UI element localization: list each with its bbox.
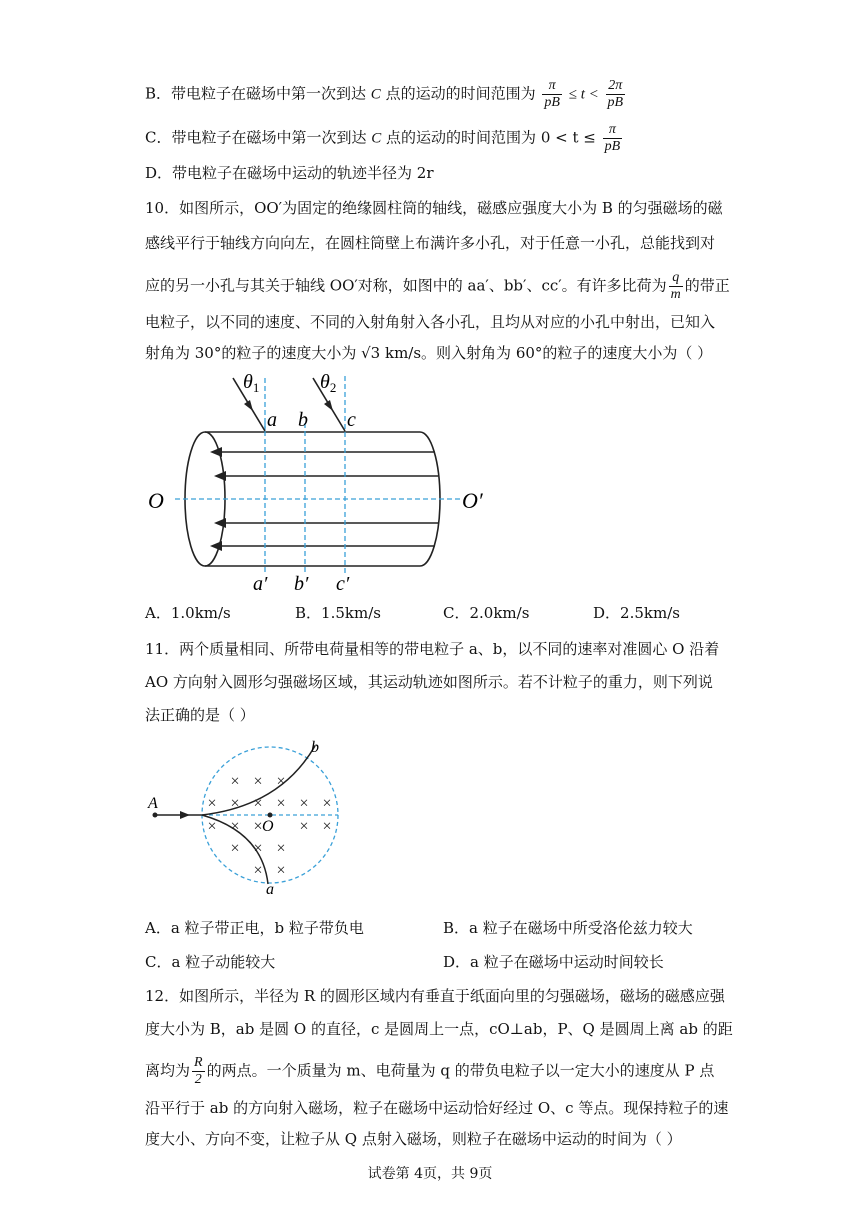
label-O-prime: O′ [462, 488, 483, 513]
svg-text:×: × [322, 795, 332, 812]
q10-line-1: 10．如图所示，OO′为固定的绝缘圆柱筒的轴线，磁感应强度大小为 B 的匀强磁场的磁 [145, 199, 723, 217]
hole-guides [265, 376, 345, 573]
q9-option-b: B．带电粒子在磁场中第一次到达 C 点的运动的时间范围为 $\frac{\pi}{pB}$ ≤ t < $\frac{2\pi}{pB}$ [145, 78, 624, 110]
q10-line-2: 感线平行于轴线方向向左，在圆柱筒壁上布满许多小孔，对于任意一小孔，总能找到对 [145, 234, 716, 252]
svg-text:×: × [207, 795, 217, 812]
q11-option-c: C．a 粒子动能较大 [145, 953, 276, 971]
fraction: $\frac{\pi}{pB}$ [604, 122, 621, 154]
q11-option-d: D．a 粒子在磁场中运动时间较长 [443, 953, 664, 971]
q9-option-d: D．带电粒子在磁场中运动的轨迹半径为 2r [145, 164, 434, 182]
q10-line-3: 应的另一小孔与其关于轴线 OO′对称，如图中的 aa′、bb′、cc′。有许多比荷为 $\frac{q}{m}$ 的带正 [145, 270, 730, 302]
label-b-trajectory: b [311, 739, 319, 756]
fraction: $\frac{q}{m}$ [670, 270, 681, 302]
q9-option-c: C．带电粒子在磁场中第一次到达 C 点的运动的时间范围为 0 < t ≤ $\frac{\pi}{pB}$ [145, 122, 621, 154]
label-c-prime: c′ [336, 573, 350, 595]
label-a: a [267, 409, 277, 431]
label-b-prime: b′ [294, 573, 309, 595]
theta1-label: $\theta_1$ [243, 371, 260, 395]
label-O-circle: O [262, 818, 274, 835]
label-c: c [347, 409, 356, 431]
svg-text:×: × [253, 840, 263, 857]
svg-text:×: × [276, 840, 286, 857]
fraction: $\frac{2\pi}{pB}$ [607, 78, 624, 110]
q10-option-a: A．1.0km/s [145, 604, 231, 622]
q10-option-c: C．2.0km/s [443, 604, 530, 622]
svg-text:×: × [322, 818, 332, 835]
fraction: $\frac{\pi}{pB}$ [544, 78, 560, 110]
q12-line-2: 度大小为 B，ab 是圆 O 的直径，c 是圆周上一点，cO⊥ab，P、Q 是圆周上离 ab 的距 [145, 1020, 733, 1038]
svg-text:×: × [253, 773, 263, 790]
theta2-label: $\theta_2$ [320, 371, 337, 395]
svg-text:×: × [253, 862, 263, 879]
q12-line-1: 12．如图所示，半径为 R 的圆形区域内有垂直于纸面向里的匀强磁场，磁场的磁感应强 [145, 987, 725, 1005]
incoming-arrow [180, 811, 190, 819]
svg-text:×: × [207, 818, 217, 835]
svg-text:×: × [230, 773, 240, 790]
svg-text:×: × [276, 795, 286, 812]
label-O: O [148, 488, 164, 513]
label-a-trajectory: a [266, 881, 274, 896]
q10-option-b: B．1.5km/s [295, 604, 381, 622]
svg-text:×: × [299, 818, 309, 835]
cylinder-figure [0, 368, 860, 608]
svg-text:×: × [230, 840, 240, 857]
svg-text:×: × [230, 795, 240, 812]
svg-text:×: × [253, 795, 263, 812]
q12-line-3: 离均为 $\frac{R}{2}$ 的两点。一个质量为 m、电荷量为 q 的带负电粒子以一定大小的速度从 P 点 [145, 1055, 715, 1087]
q10-line-4: 电粒子，以不同的速度、不同的入射角射入各小孔，且均从对应的小孔中射出，已知入 [145, 313, 716, 331]
q10-line-5: 射角为 30°的粒子的速度大小为 √3 km/s。则入射角为 60°的粒子的速度大小为（ ） [145, 344, 713, 362]
q12-line-4: 沿平行于 ab 的方向射入磁场，粒子在磁场中运动恰好经过 O、c 等点。现保持粒子的速 [145, 1099, 729, 1117]
svg-text:×: × [230, 818, 240, 835]
point-A [153, 813, 158, 818]
q11-line-2: AO 方向射入圆形匀强磁场区域，其运动轨迹如图所示。若不计粒子的重力，则下列说 [145, 673, 713, 691]
svg-text:×: × [299, 795, 309, 812]
svg-text:×: × [253, 818, 263, 835]
fraction: $\frac{R}{2}$ [194, 1055, 203, 1087]
center-O [268, 813, 273, 818]
label-A: A [148, 795, 158, 812]
svg-text:×: × [276, 862, 286, 879]
q11-option-a: A．a 粒子带正电，b 粒子带负电 [145, 919, 364, 937]
q11-line-1: 11．两个质量相同、所带电荷量相等的带电粒子 a、b，以不同的速率对准圆心 O 沿着 [145, 640, 720, 658]
q10-option-d: D．2.5km/s [593, 604, 680, 622]
q12-line-5: 度大小、方向不变，让粒子从 Q 点射入磁场，则粒子在磁场中运动的时间为（ ） [145, 1130, 682, 1148]
circular-field-figure [0, 736, 860, 896]
q11-option-b: B．a 粒子在磁场中所受洛伦兹力较大 [443, 919, 693, 937]
label-b: b [298, 409, 308, 431]
incident-arrows [244, 400, 333, 411]
label-a-prime: a′ [253, 573, 268, 595]
page-footer: 试卷第 4页，共 9页 [367, 1166, 493, 1182]
svg-text:×: × [276, 773, 286, 790]
q11-line-3: 法正确的是（ ） [145, 706, 255, 724]
